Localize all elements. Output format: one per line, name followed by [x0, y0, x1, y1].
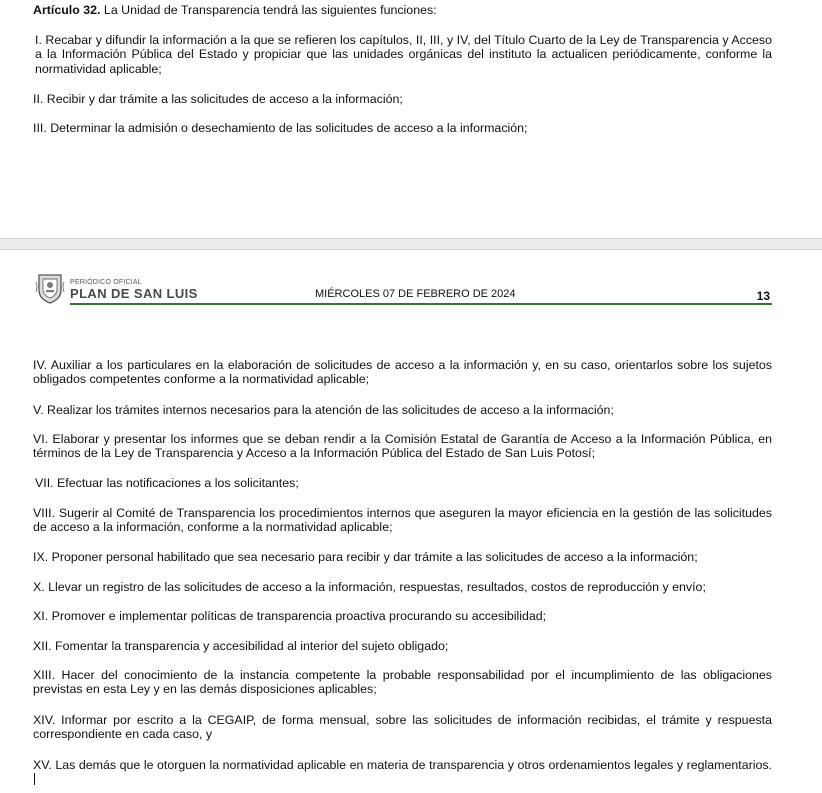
function-item-8: VIII. Sugerir al Comité de Transparencia los procedimientos internos que aseguren la mayor eficiencia en la gestión de las solicitudes de acceso a la información, conforme a la normatividad aplicable;	[33, 506, 772, 535]
function-item-13: XIII. Hacer del conocimiento de la instancia competente la probable responsabilidad por el incumplimiento de las obligaciones previstas en esta Ley y en las demás disposiciones aplicables;	[33, 668, 772, 697]
text-cursor	[34, 773, 35, 785]
function-item-4: IV. Auxiliar a los particulares en la elaboración de solicitudes de acceso a la información y, en su caso, orientarlos sobre los sujetos obligados competentes conforme a la normatividad aplicable;	[33, 358, 772, 387]
gazette-title: PLAN DE SAN LUIS	[70, 286, 198, 301]
function-item-3: III. Determinar la admisión o desechamiento de las solicitudes de acceso a la información;	[33, 121, 528, 135]
gazette-label: PERIÓDICO OFICIAL	[70, 279, 142, 286]
function-item-2: II. Recibir y dar trámite a las solicitudes de acceso a la información;	[33, 92, 403, 106]
publication-date: MIÉRCOLES 07 DE FEBRERO DE 2024	[315, 288, 516, 300]
function-item-10: X. Llevar un registro de las solicitudes de acceso a la información, respuestas, resultados, costos de reproducción y envío;	[33, 580, 706, 594]
function-item-12: XII. Fomentar la transparencia y accesibilidad al interior del sujeto obligado;	[33, 639, 449, 653]
page-number: 13	[756, 289, 770, 303]
coat-of-arms-icon	[35, 272, 65, 304]
function-item-6: VI. Elaborar y presentar los informes que se deban rendir a la Comisión Estatal de Garantía de Acceso a la Información Pública, en términos de la Ley de Transparencia y Acceso a la Información Pública del Estado de San Luis Potosí;	[33, 432, 772, 461]
function-item-15	[33, 758, 772, 787]
function-item-9: IX. Proponer personal habilitado que sea necesario para recibir y dar trámite a las solicitudes de acceso a la información;	[33, 550, 698, 564]
function-item-14: XIV. Informar por escrito a la CEGAIP, de forma mensual, sobre las solicitudes de información recibidas, el trámite y respuesta correspondiente en cada caso, y	[33, 713, 772, 742]
header-rule	[70, 303, 772, 305]
article-intro-text: La Unidad de Transparencia tendrá las siguientes funciones:	[100, 3, 437, 17]
page-header	[33, 272, 772, 306]
function-item-7: VII. Efectuar las notificaciones a los solicitantes;	[35, 476, 299, 490]
function-item-15-text: XV. Las demás que le otorguen la normatividad aplicable en materia de transparencia y otros ordenamientos legales y reglamentarios.	[33, 758, 772, 772]
page-break	[0, 238, 822, 250]
function-item-5: V. Realizar los trámites internos necesarios para la atención de las solicitudes de acceso a la información;	[33, 403, 614, 417]
function-item-1: I. Recabar y difundir la información a la que se refieren los capítulos, II, III, y IV, del Título Cuarto de la Ley de Transparencia y Acceso a la Información Pública del Estado y propiciar que las unidades orgánicas del instituto la actualicen periódicamente, conforme la normatividad aplicable;	[35, 33, 772, 76]
article-32-intro	[33, 3, 772, 17]
article-heading: Artículo 32.	[33, 3, 101, 17]
function-item-11: XI. Promover e implementar políticas de transparencia proactiva procurando su accesibilidad;	[33, 609, 547, 623]
